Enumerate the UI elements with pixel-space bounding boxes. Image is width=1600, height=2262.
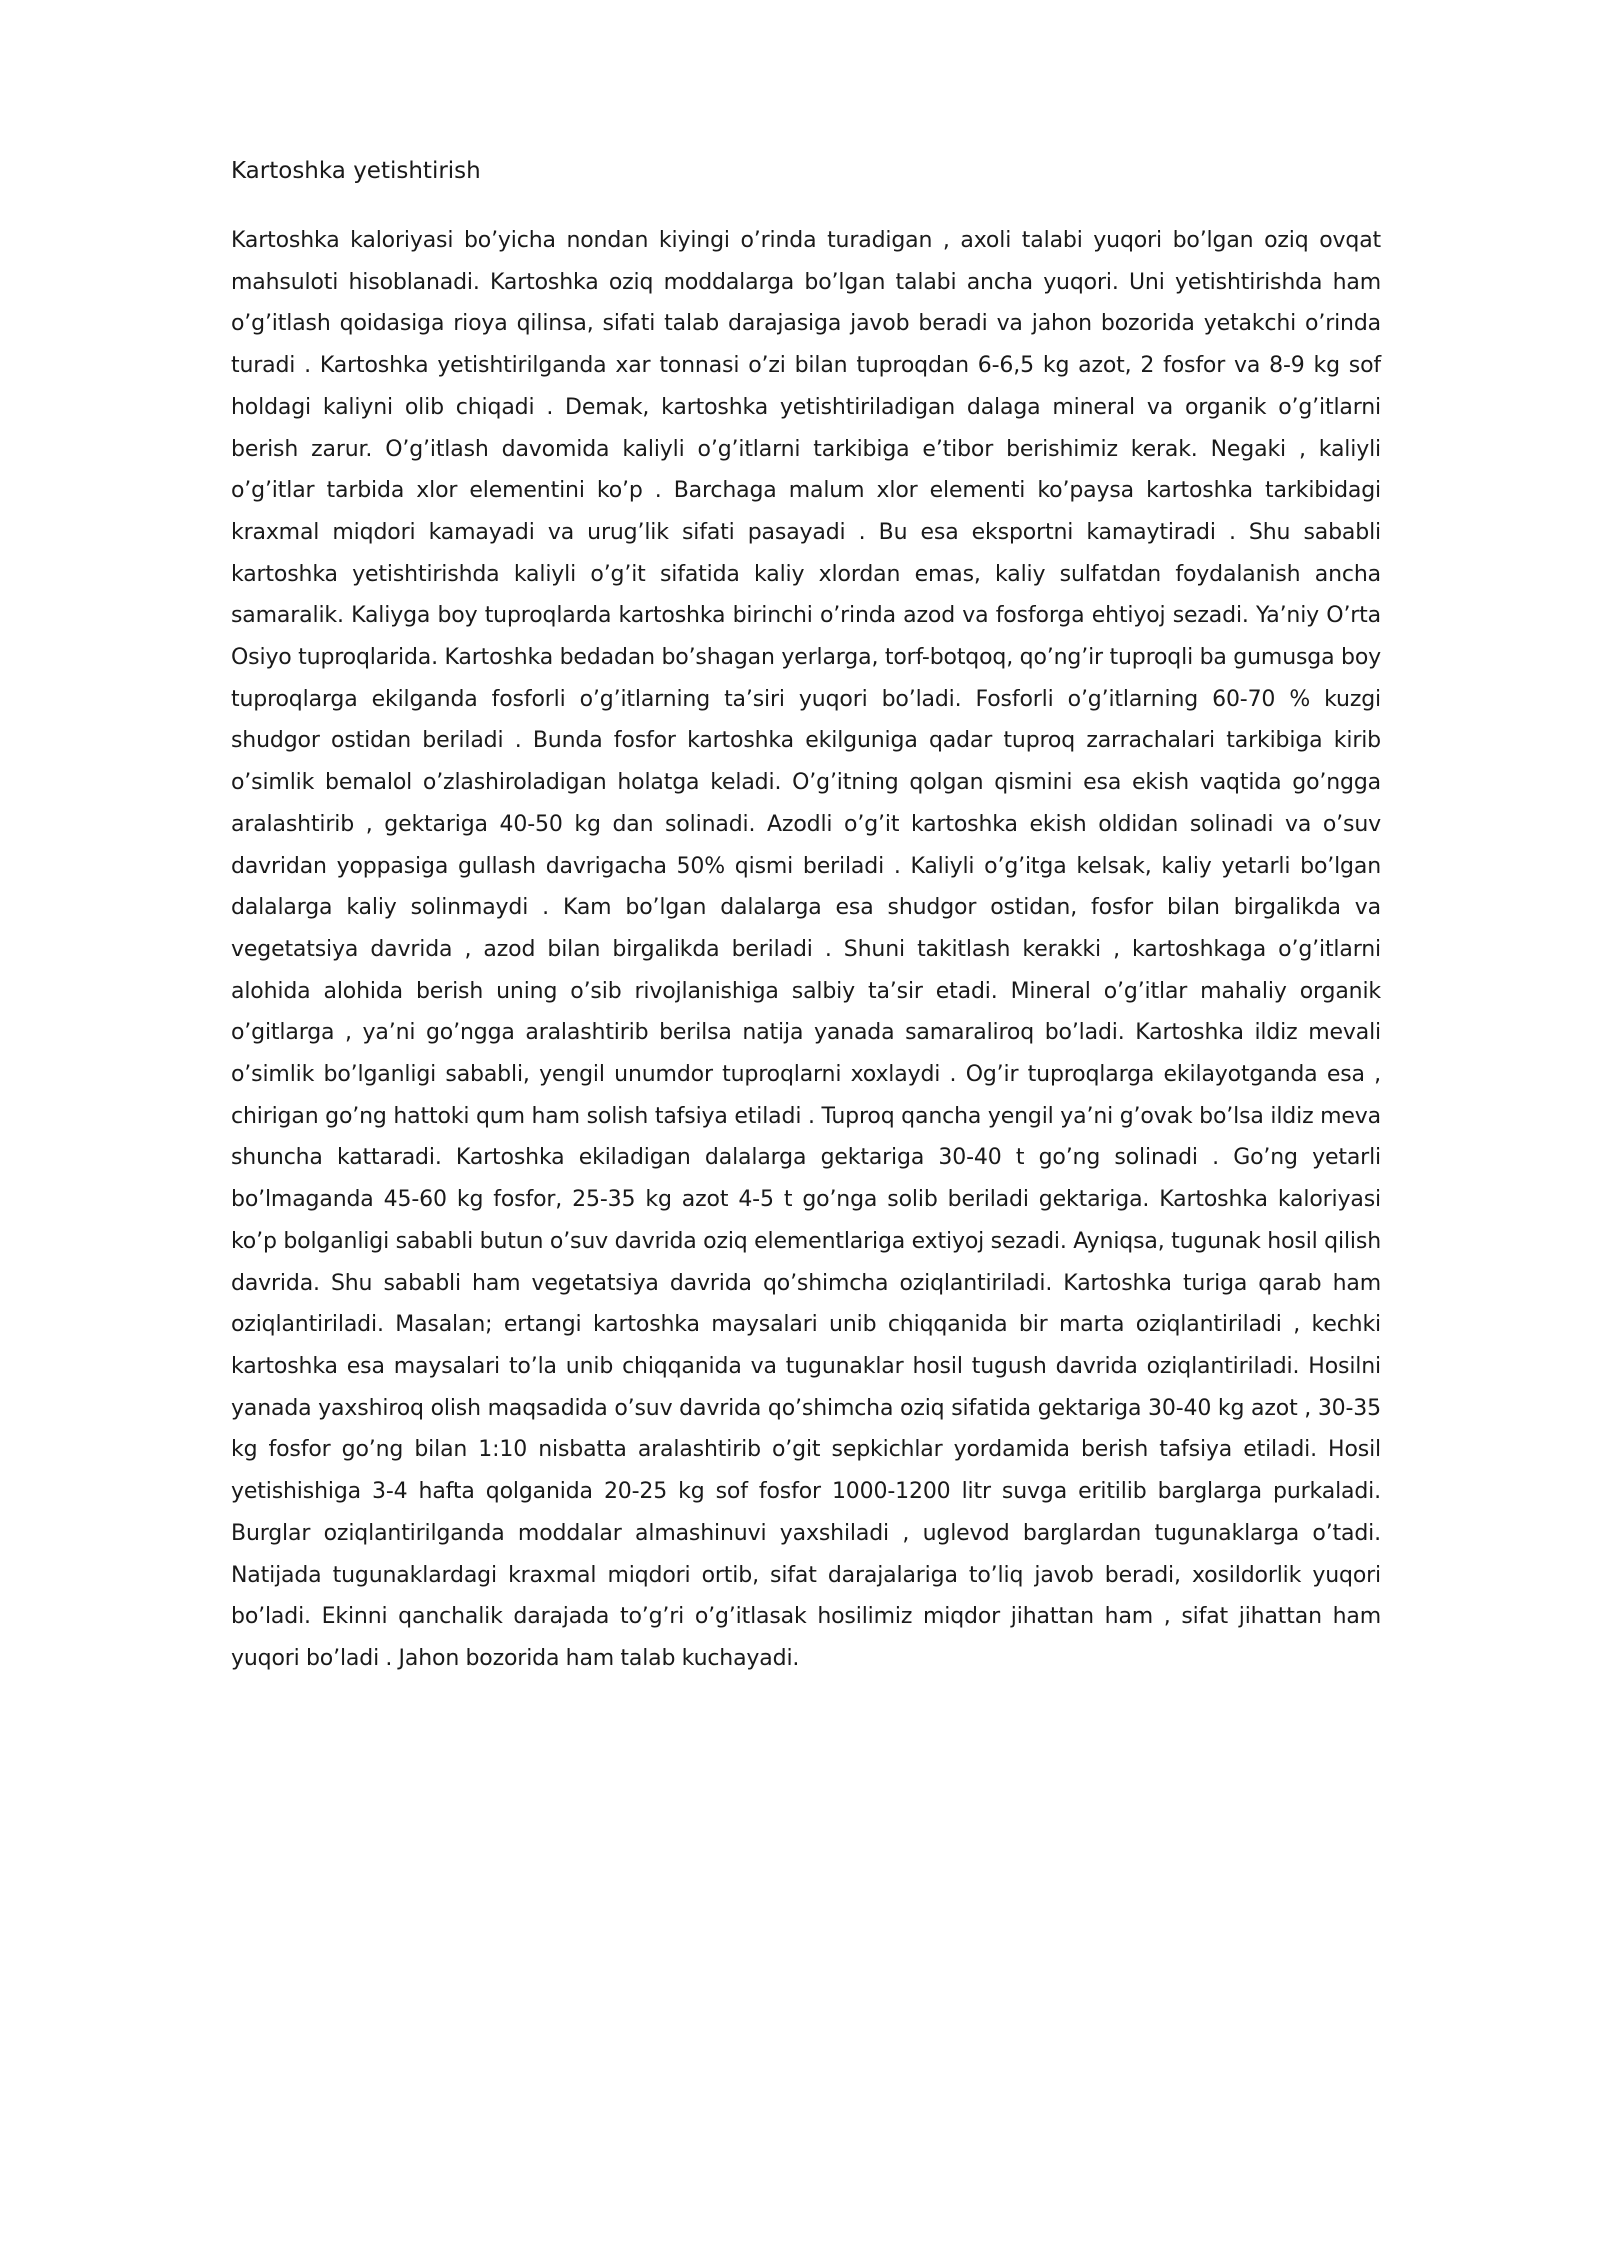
document-body-paragraph: Kartoshka kaloriyasi bo’yicha nondan kiyingi o’rinda turadigan , axoli talabi yuqori bo’lgan oziq ovqat mahsuloti hisoblanadi. Kartoshka oziq moddalarga bo’lgan talabi ancha yuqori. Uni yetishtirishda ham o’g’itlash qoidasiga rioya qilinsa, sifati talab darajasiga javob beradi va jahon bozorida yetakchi o’rinda turadi . Kartoshka yetishtirilganda xar tonnasi o’zi bilan tuproqdan 6-6,5 kg azot, 2 fosfor va 8-9 kg sof holdagi kaliyni olib chiqadi . Demak, kartoshka yetishtiriladigan dalaga mineral va organik o’g’itlarni berish zarur. O’g’itlash davomida kaliyli o’g’itlarni tarkibiga e’tibor berishimiz kerak. Negaki , kaliyli o’g’itlar tarbida xlor elementini ko’p . Barchaga malum xlor elementi ko’paysa kartoshka tarkibidagi kraxmal miqdori kamayadi va urug’lik sifati pasayadi . Bu esa eksportni kamaytiradi . Shu sababli kartoshka yetishtirishda kaliyli o’g’it sifatida kaliy xlordan emas, kaliy sulfatdan foydalanish ancha samaralik. Kaliyga boy tuproqlarda kartoshka birinchi o’rinda azod va fosforga ehtiyoj sezadi. Ya’niy O’rta Osiyo tuproqlarida. Kartoshka bedadan bo’shagan yerlarga, torf-botqoq, qo’ng’ir tuproqli ba gumusga boy tuproqlarga ekilganda fosforli o’g’itlarning ta’siri yuqori bo’ladi. Fosforli o’g’itlarning 60-70 % kuzgi shudgor ostidan beriladi . Bunda fosfor kartoshka ekilguniga qadar tuproq zarrachalari tarkibiga kirib o’simlik bemalol o’zlashiroladigan holatga keladi. O’g’itning qolgan qismini esa ekish vaqtida go’ngga aralashtirib , gektariga 40-50 kg dan solinadi. Azodli o’g’it kartoshka ekish oldidan solinadi va o’suv davridan yoppasiga gullash davrigacha 50% qismi beriladi . Kaliyli o’g’itga kelsak, kaliy yetarli bo’lgan dalalarga kaliy solinmaydi . Kam bo’lgan dalalarga esa shudgor ostidan, fosfor bilan birgalikda va vegetatsiya davrida , azod bilan birgalikda beriladi . Shuni takitlash kerakki , kartoshkaga o’g’itlarni alohida alohida berish uning o’sib rivojlanishiga salbiy ta’sir etadi. Mineral o’g’itlar mahaliy organik o’gitlarga , ya’ni go’ngga aralashtirib berilsa natija yanada samaraliroq bo’ladi. Kartoshka ildiz mevali o’simlik bo’lganligi sababli, yengil unumdor tuproqlarni xoxlaydi . Og’ir tuproqlarga ekilayotganda esa , chirigan go’ng hattoki qum ham solish tafsiya etiladi . Tuproq qancha yengil ya’ni g’ovak bo’lsa ildiz meva shuncha kattaradi. Kartoshka ekiladigan dalalarga gektariga 30-40 t go’ng solinadi . Go’ng yetarli bo’lmaganda 45-60 kg fosfor, 25-35 kg azot 4-5 t go’nga solib beriladi gektariga. Kartoshka kaloriyasi ko’p bolganligi sababli butun o’suv davrida oziq elementlariga extiyoj sezadi. Ayniqsa, tugunak hosil qilish davrida. Shu sababli ham vegetatsiya davrida qo’shimcha oziqlantiriladi. Kartoshka turiga qarab ham oziqlantiriladi. Masalan; ertangi kartoshka maysalari unib chiqqanida bir marta oziqlantiriladi , kechki kartoshka esa maysalari to’la unib chiqqanida va tugunaklar hosil tugush davrida oziqlantiriladi. Hosilni yanada yaxshiroq olish maqsadida o’suv davrida qo’shimcha oziq sifatida gektariga 30-40 kg azot , 30-35 kg fosfor go’ng bilan 1:10 nisbatta aralashtirib o’git sepkichlar yordamida berish tafsiya etiladi. Hosil yetishishiga 3-4 hafta qolganida 20-25 kg sof fosfor 1000-1200 litr suvga eritilib barglarga purkaladi. Burglar oziqlantirilganda moddalar almashinuvi yaxshiladi , uglevod barglardan tugunaklarga o’tadi. Natijada tugunaklardagi kraxmal miqdori ortib, sifat darajalariga to’liq javob beradi, xosildorlik yuqori bo’ladi. Ekinni qanchalik darajada to’g’ri o’g’itlasak hosilimiz miqdor jihattan ham , sifat jihattan ham yuqori bo’ladi . Jahon bozorida ham talab kuchayadi. — [231, 228, 1381, 1671]
document-title: Kartoshka yetishtirish — [231, 158, 481, 184]
